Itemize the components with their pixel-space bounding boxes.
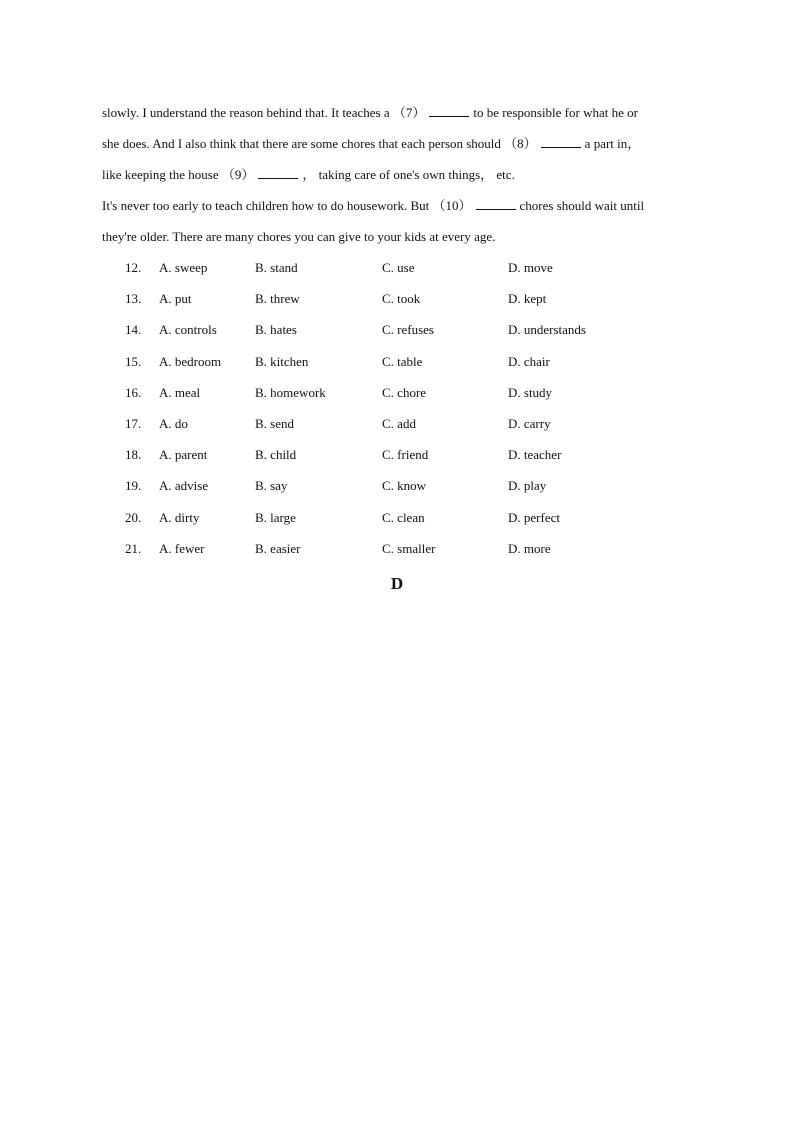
option-d: D. teacher <box>508 447 562 463</box>
option-a: A. dirty <box>159 509 200 525</box>
option-b: B. homework <box>255 384 326 400</box>
option-d: D. more <box>508 540 551 556</box>
option-c: C. use <box>382 260 415 275</box>
question-row <box>125 252 645 283</box>
option-d: D. carry <box>508 415 551 431</box>
option-a: A. parent <box>159 447 208 463</box>
option-c: C. chore <box>382 384 427 400</box>
option-c: C. smaller <box>382 540 436 556</box>
passage-text: chores should wait until <box>519 198 645 213</box>
question-row <box>125 283 645 314</box>
passage-line-1 <box>102 97 692 128</box>
option-d: D. kept <box>508 291 547 307</box>
question-row <box>125 377 645 408</box>
option-d: D. understands <box>508 322 586 338</box>
option-a: A. put <box>159 291 192 307</box>
option-d: D. play <box>508 478 547 494</box>
option-c: C. table <box>382 353 423 369</box>
option-c: C. friend <box>382 447 429 463</box>
passage-line-5 <box>102 221 692 252</box>
answer-blank-10 <box>476 199 516 210</box>
option-a: A. sweep <box>159 260 208 275</box>
answer-blank-7 <box>429 106 469 117</box>
option-b: B. large <box>255 509 296 525</box>
option-c: C. refuses <box>382 322 434 338</box>
question-row <box>125 314 645 345</box>
passage-line-3 <box>102 159 692 190</box>
passage-text: to be responsible for what he or <box>473 105 638 120</box>
question-number: 14. <box>125 322 142 338</box>
question-number: 12. <box>125 260 142 275</box>
question-number: 16. <box>125 384 142 400</box>
question-number: 20. <box>125 509 142 525</box>
passage-text: they're older. There are many chores you can give to your kids at every age. <box>102 229 496 244</box>
option-b: B. kitchen <box>255 353 309 369</box>
option-a: A. do <box>159 415 188 431</box>
question-number: 21. <box>125 540 142 556</box>
option-b: B. hates <box>255 322 297 338</box>
passage-text: It's never too early to teach children how to do housework. But （10） <box>102 198 472 213</box>
option-a: A. fewer <box>159 540 205 556</box>
passage-line-4 <box>102 190 692 221</box>
option-a: A. bedroom <box>159 353 222 369</box>
option-b: B. send <box>255 415 294 431</box>
option-d: D. move <box>508 260 553 275</box>
question-number: 18. <box>125 447 142 463</box>
option-b: B. stand <box>255 260 298 275</box>
option-d: D. study <box>508 384 553 400</box>
question-number: 15. <box>125 353 142 369</box>
option-a: A. advise <box>159 478 209 494</box>
question-row <box>125 346 645 377</box>
passage-text: a part in， <box>584 136 641 151</box>
question-row <box>125 470 645 501</box>
option-a: A. controls <box>159 322 217 338</box>
question-row <box>125 408 645 439</box>
question-row <box>125 502 645 533</box>
question-number: 13. <box>125 291 142 307</box>
option-d: D. chair <box>508 353 550 369</box>
passage-line-2 <box>102 128 692 159</box>
passage-text: slowly. I understand the reason behind that. It teaches a （7） <box>102 105 426 120</box>
option-b: B. threw <box>255 291 300 307</box>
question-number: 19. <box>125 478 142 494</box>
question-row <box>125 439 645 470</box>
option-d: D. perfect <box>508 509 560 525</box>
option-c: C. clean <box>382 509 425 525</box>
passage-text: like keeping the house （9） <box>102 167 255 182</box>
passage-text: ， taking care of one's own things， etc. <box>302 167 515 182</box>
section-heading: D <box>390 574 404 593</box>
passage <box>102 97 692 252</box>
option-b: B. child <box>255 447 297 463</box>
option-c: C. took <box>382 291 421 307</box>
option-a: A. meal <box>159 384 201 400</box>
question-number: 17. <box>125 415 142 431</box>
answer-blank-8 <box>541 137 581 148</box>
answer-blank-9 <box>258 168 298 179</box>
question-row <box>125 533 645 564</box>
option-c: C. know <box>382 478 427 494</box>
option-c: C. add <box>382 415 416 431</box>
option-b: B. easier <box>255 540 301 556</box>
question-list <box>125 252 645 564</box>
passage-text: she does. And I also think that there are some chores that each person should （8） <box>102 136 537 151</box>
option-b: B. say <box>255 478 288 494</box>
